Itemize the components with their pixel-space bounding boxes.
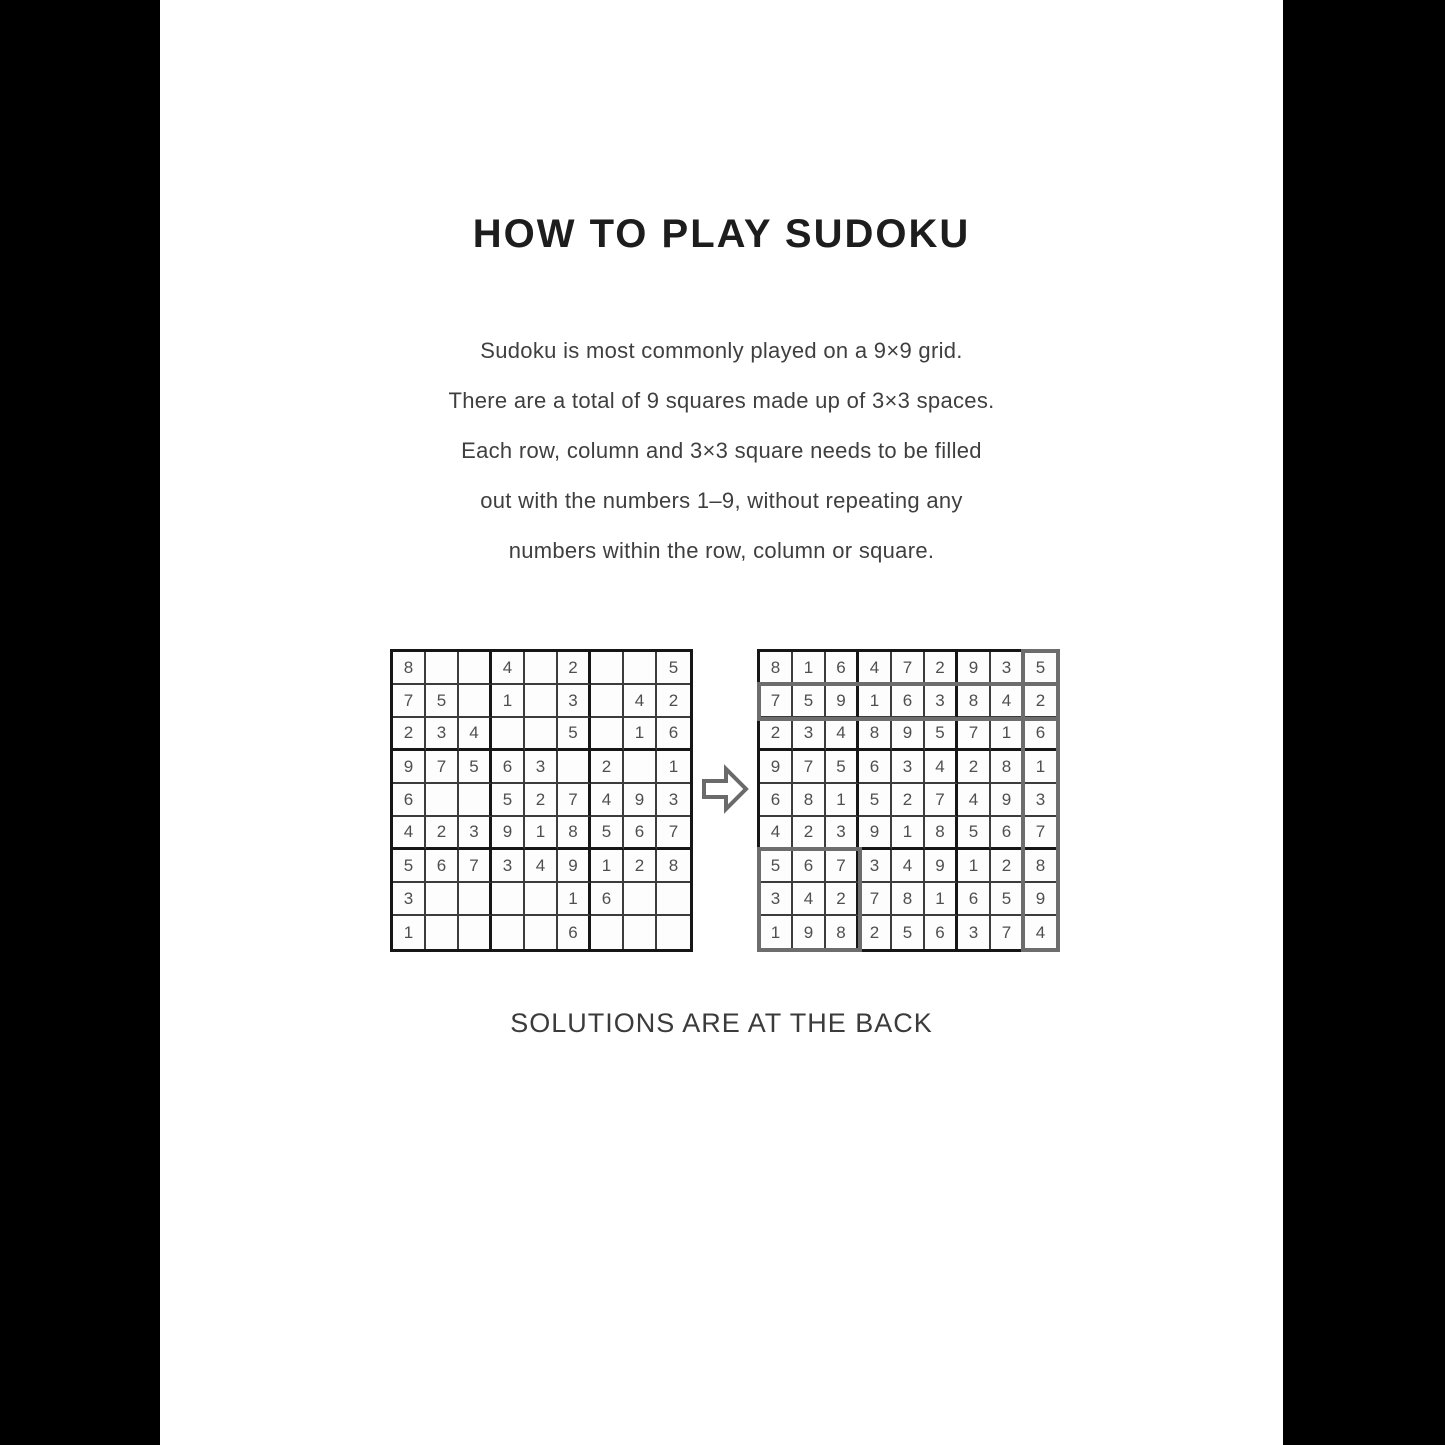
sudoku-cell: 8 xyxy=(958,685,991,718)
sudoku-cell: 1 xyxy=(492,685,525,718)
intro-line: Sudoku is most commonly played on a 9×9 grid. xyxy=(480,338,963,363)
sudoku-cell: 4 xyxy=(826,718,859,751)
sudoku-cell: 3 xyxy=(459,817,492,850)
sudoku-cell: 2 xyxy=(657,685,690,718)
footer-note: SOLUTIONS ARE AT THE BACK xyxy=(510,1008,933,1038)
sudoku-cell: 9 xyxy=(1024,883,1057,916)
sudoku-cell: 9 xyxy=(859,817,892,850)
sudoku-cell: 5 xyxy=(925,718,958,751)
sudoku-cell: 9 xyxy=(393,751,426,784)
sudoku-cell: 1 xyxy=(892,817,925,850)
sudoku-cell: 3 xyxy=(892,751,925,784)
sudoku-cell: 3 xyxy=(760,883,793,916)
sudoku-cell: 9 xyxy=(760,751,793,784)
sudoku-cell: 8 xyxy=(925,817,958,850)
sudoku-cell: 1 xyxy=(793,652,826,685)
sudoku-cell: 2 xyxy=(558,652,591,685)
sudoku-cell: 3 xyxy=(393,883,426,916)
sudoku-cell: 1 xyxy=(760,916,793,949)
sudoku-cell: 9 xyxy=(793,916,826,949)
sudoku-cell: 7 xyxy=(760,685,793,718)
sudoku-cell: 9 xyxy=(826,685,859,718)
sudoku-cell xyxy=(525,652,558,685)
sudoku-cell: 4 xyxy=(1024,916,1057,949)
solution-grid xyxy=(757,649,1060,952)
sudoku-cell: 8 xyxy=(892,883,925,916)
sudoku-cell: 6 xyxy=(657,718,690,751)
sudoku-cell: 1 xyxy=(859,685,892,718)
sudoku-cell: 1 xyxy=(393,916,426,949)
sudoku-cell: 1 xyxy=(826,784,859,817)
sudoku-cell xyxy=(657,916,690,949)
sudoku-cell: 9 xyxy=(624,784,657,817)
sudoku-cell: 2 xyxy=(525,784,558,817)
sudoku-cell: 2 xyxy=(760,718,793,751)
sudoku-cell xyxy=(624,916,657,949)
sudoku-cell xyxy=(459,883,492,916)
sudoku-cell: 4 xyxy=(892,850,925,883)
sudoku-cell xyxy=(492,916,525,949)
sudoku-cell: 1 xyxy=(657,751,690,784)
sudoku-cell: 8 xyxy=(393,652,426,685)
sudoku-cell: 1 xyxy=(1024,751,1057,784)
sudoku-cell: 8 xyxy=(558,817,591,850)
sudoku-cell: 7 xyxy=(426,751,459,784)
sudoku-cell: 6 xyxy=(1024,718,1057,751)
sudoku-cell xyxy=(426,883,459,916)
sudoku-cell: 8 xyxy=(1024,850,1057,883)
sudoku-cell: 3 xyxy=(525,751,558,784)
sudoku-cell: 2 xyxy=(393,718,426,751)
sudoku-cell: 1 xyxy=(558,883,591,916)
sudoku-cell: 7 xyxy=(925,784,958,817)
sudoku-cell: 9 xyxy=(991,784,1024,817)
sudoku-cell: 6 xyxy=(558,916,591,949)
intro-line: Each row, column and 3×3 square needs to be filled xyxy=(461,438,982,463)
sudoku-cell: 6 xyxy=(892,685,925,718)
sudoku-cell: 7 xyxy=(459,850,492,883)
sudoku-cell: 2 xyxy=(991,850,1024,883)
sudoku-cell xyxy=(624,652,657,685)
sudoku-cell: 6 xyxy=(591,883,624,916)
sudoku-cell: 6 xyxy=(393,784,426,817)
sudoku-cell xyxy=(624,751,657,784)
sudoku-cell: 7 xyxy=(558,784,591,817)
sudoku-cell xyxy=(525,718,558,751)
sudoku-cell: 4 xyxy=(459,718,492,751)
sudoku-cell: 3 xyxy=(925,685,958,718)
sudoku-cell xyxy=(459,685,492,718)
sudoku-cell: 6 xyxy=(925,916,958,949)
sudoku-cell: 7 xyxy=(793,751,826,784)
sudoku-cell: 3 xyxy=(991,652,1024,685)
sudoku-cell: 2 xyxy=(591,751,624,784)
sudoku-cell: 5 xyxy=(426,685,459,718)
page-title: HOW TO PLAY SUDOKU xyxy=(472,212,971,256)
left-black-bar xyxy=(0,0,160,1445)
sudoku-cell: 9 xyxy=(492,817,525,850)
sudoku-cell: 1 xyxy=(525,817,558,850)
sudoku-cell: 5 xyxy=(1024,652,1057,685)
sudoku-cell: 5 xyxy=(591,817,624,850)
intro-paragraph xyxy=(160,326,1283,576)
sudoku-cell xyxy=(591,652,624,685)
sudoku-cell: 1 xyxy=(591,850,624,883)
sudoku-cell: 5 xyxy=(892,916,925,949)
sudoku-cell: 6 xyxy=(760,784,793,817)
sudoku-cell xyxy=(525,685,558,718)
sudoku-cell xyxy=(657,883,690,916)
sudoku-cell: 5 xyxy=(793,685,826,718)
sudoku-cell: 5 xyxy=(859,784,892,817)
sudoku-cell: 4 xyxy=(793,883,826,916)
sudoku-cell xyxy=(459,916,492,949)
sudoku-cell xyxy=(591,718,624,751)
sudoku-cell: 2 xyxy=(958,751,991,784)
sudoku-cell: 7 xyxy=(826,850,859,883)
sudoku-cell xyxy=(591,685,624,718)
sudoku-cell: 8 xyxy=(657,850,690,883)
intro-line: out with the numbers 1–9, without repeating any xyxy=(480,488,963,513)
sudoku-cell: 4 xyxy=(525,850,558,883)
intro-line: There are a total of 9 squares made up of 3×3 spaces. xyxy=(448,388,995,413)
sudoku-cell: 6 xyxy=(826,652,859,685)
sudoku-cell: 8 xyxy=(793,784,826,817)
sudoku-cell: 3 xyxy=(793,718,826,751)
sudoku-cell xyxy=(459,652,492,685)
sudoku-cell: 6 xyxy=(793,850,826,883)
sudoku-cell: 2 xyxy=(925,652,958,685)
sudoku-cell: 8 xyxy=(826,916,859,949)
sudoku-cell: 6 xyxy=(859,751,892,784)
sudoku-cell: 4 xyxy=(624,685,657,718)
sudoku-cell: 3 xyxy=(859,850,892,883)
sudoku-cell: 4 xyxy=(958,784,991,817)
sudoku-cell: 3 xyxy=(958,916,991,949)
sudoku-cell: 4 xyxy=(925,751,958,784)
sudoku-cell: 4 xyxy=(393,817,426,850)
sudoku-cell: 7 xyxy=(892,652,925,685)
sudoku-cell xyxy=(525,916,558,949)
sudoku-cell: 5 xyxy=(958,817,991,850)
sudoku-cell: 4 xyxy=(760,817,793,850)
book-page xyxy=(160,0,1283,1445)
sudoku-cell: 2 xyxy=(892,784,925,817)
sudoku-cell: 5 xyxy=(558,718,591,751)
sudoku-cell xyxy=(591,916,624,949)
sudoku-cell: 7 xyxy=(1024,817,1057,850)
sudoku-cell: 9 xyxy=(925,850,958,883)
sudoku-cell: 2 xyxy=(426,817,459,850)
sudoku-cell: 7 xyxy=(958,718,991,751)
sudoku-cell: 3 xyxy=(826,817,859,850)
sudoku-cell: 8 xyxy=(859,718,892,751)
sudoku-cell: 4 xyxy=(492,652,525,685)
sudoku-cell: 6 xyxy=(492,751,525,784)
sudoku-cell: 7 xyxy=(991,916,1024,949)
sudoku-cell: 8 xyxy=(991,751,1024,784)
intro-line: numbers within the row, column or square. xyxy=(508,538,935,563)
sudoku-cell: 1 xyxy=(624,718,657,751)
sudoku-cell: 1 xyxy=(991,718,1024,751)
sudoku-cell: 5 xyxy=(393,850,426,883)
sudoku-cell: 7 xyxy=(859,883,892,916)
sudoku-cell: 5 xyxy=(459,751,492,784)
sudoku-cell: 7 xyxy=(393,685,426,718)
sudoku-cell: 2 xyxy=(826,883,859,916)
sudoku-cell: 6 xyxy=(958,883,991,916)
sudoku-cell: 2 xyxy=(859,916,892,949)
arrow-right-icon xyxy=(701,764,749,814)
puzzle-grid xyxy=(390,649,693,952)
sudoku-cell: 4 xyxy=(859,652,892,685)
sudoku-cell xyxy=(525,883,558,916)
sudoku-cell: 8 xyxy=(760,652,793,685)
sudoku-cell: 4 xyxy=(591,784,624,817)
sudoku-cell: 6 xyxy=(426,850,459,883)
sudoku-cell: 3 xyxy=(558,685,591,718)
sudoku-cell: 2 xyxy=(1024,685,1057,718)
sudoku-cell xyxy=(426,916,459,949)
sudoku-cell: 1 xyxy=(925,883,958,916)
sudoku-cell: 9 xyxy=(892,718,925,751)
sudoku-cell: 5 xyxy=(826,751,859,784)
sudoku-cell: 6 xyxy=(624,817,657,850)
sudoku-cell xyxy=(492,718,525,751)
sudoku-cell: 4 xyxy=(991,685,1024,718)
sudoku-cell: 3 xyxy=(1024,784,1057,817)
sudoku-cell: 1 xyxy=(958,850,991,883)
sudoku-cell xyxy=(426,652,459,685)
sudoku-cell: 9 xyxy=(958,652,991,685)
sudoku-cell xyxy=(624,883,657,916)
sudoku-cell: 5 xyxy=(760,850,793,883)
sudoku-cell: 3 xyxy=(492,850,525,883)
sudoku-cell xyxy=(459,784,492,817)
sudoku-cell: 2 xyxy=(793,817,826,850)
sudoku-cell: 3 xyxy=(657,784,690,817)
sudoku-cell: 6 xyxy=(991,817,1024,850)
sudoku-cell: 2 xyxy=(624,850,657,883)
sudoku-cell: 7 xyxy=(657,817,690,850)
sudoku-cell xyxy=(558,751,591,784)
sudoku-cell: 3 xyxy=(426,718,459,751)
sudoku-cell: 9 xyxy=(558,850,591,883)
sudoku-cell: 5 xyxy=(657,652,690,685)
sudoku-cell: 5 xyxy=(991,883,1024,916)
sudoku-cell: 5 xyxy=(492,784,525,817)
sudoku-cell xyxy=(492,883,525,916)
right-black-bar xyxy=(1283,0,1445,1445)
sudoku-cell xyxy=(426,784,459,817)
